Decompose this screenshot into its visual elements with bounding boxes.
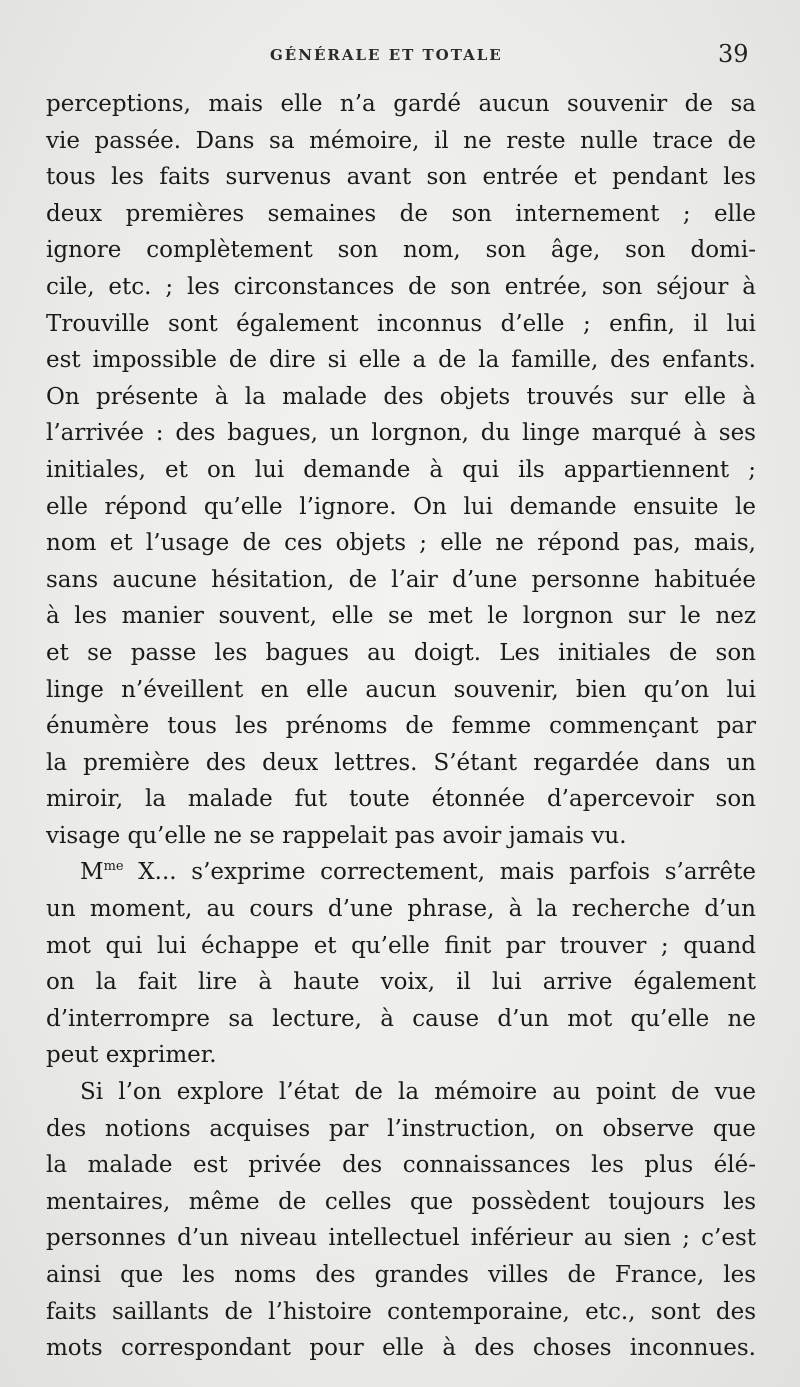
text-line: des notions acquises par l’instruction, on observe que [46,1115,756,1142]
text-line: faits saillants de l’histoire contemporaine, etc., sont des [46,1298,756,1325]
text-line: l’arrivée : des bagues, un lorgnon, du linge marqué à ses [46,420,756,447]
text-line-rest: X... s’exprime correctement, mais parfois s’arrête [123,859,756,886]
running-title: GÉNÉRALE ET TOTALE [270,46,503,64]
text-line: nom et l’usage de ces objets ; elle ne répond pas, mais, [46,530,756,557]
text-line: cile, etc. ; les circonstances de son entrée, son séjour à [46,273,756,300]
text-line: vie passée. Dans sa mémoire, il ne reste nulle trace de [46,127,756,154]
text-line: d’interrompre sa lecture, à cause d’un mot qu’elle ne [46,1005,756,1032]
text-line: peut exprimer. [46,1042,217,1069]
text-line: sans aucune hésitation, de l’air d’une personne habituée [46,566,756,593]
text-line: miroir, la malade fut toute étonnée d’apercevoir son [46,786,756,813]
page-number: 39 [718,40,749,68]
text-line: mentaires, même de celles que possèdent toujours les [46,1188,756,1215]
paragraph-3 [46,1074,756,1367]
text-line: énumère tous les prénoms de femme commençant par [46,713,756,740]
text-line: et se passe les bagues au doigt. Les initiales de son [46,639,756,666]
text-line [46,854,756,891]
text-line: ainsi que les noms des grandes villes de France, les [46,1262,756,1288]
text-line: visage qu’elle ne se rappelait pas avoir jamais vu. [46,822,627,849]
text-line: la première des deux lettres. S’étant regardée dans un [46,749,756,776]
text-line: ignore complètement son nom, son âge, son domi- [46,237,756,264]
text-line: linge n’éveillent en elle aucun souvenir, bien qu’on lui [46,676,756,703]
paragraph-1 [46,86,756,854]
text-line: Trouville sont également inconnus d’elle ; enfin, il lui [46,310,756,337]
text-line: deux premières semaines de son internement ; elle [46,200,756,227]
text-line: Si l’on explore l’état de la mémoire au point de vue [80,1079,756,1106]
title-abbreviation: M [80,859,104,886]
text-line: mots correspondant pour elle à des choses inconnues. [46,1335,756,1362]
text-line: On présente à la malade des objets trouvés sur elle à [46,383,756,410]
page-header [0,42,800,78]
text-line: initiales, et on lui demande à qui ils appartiennent ; [46,456,756,483]
text-line: est impossible de dire si elle a de la famille, des enfants. [46,347,756,374]
text-line: on la fait lire à haute voix, il lui arrive également [46,969,756,996]
text-line: tous les faits survenus avant son entrée et pendant les [46,164,756,191]
paragraph-2 [46,854,756,1074]
text-line: personnes d’un niveau intellectuel inférieur au sien ; c’est [46,1225,756,1252]
text-line: un moment, au cours d’une phrase, à la recherche d’un [46,896,756,923]
text-line: la malade est privée des connaissances les plus élé- [46,1152,756,1179]
title-abbreviation-superscript: me [103,859,124,875]
text-line: mot qui lui échappe et qu’elle finit par trouver ; quand [46,932,756,959]
text-line: perceptions, mais elle n’a gardé aucun souvenir de sa [46,91,756,117]
page-body [46,86,756,1367]
text-line: elle répond qu’elle l’ignore. On lui demande ensuite le [46,493,756,520]
text-line: à les manier souvent, elle se met le lorgnon sur le nez [46,603,756,630]
